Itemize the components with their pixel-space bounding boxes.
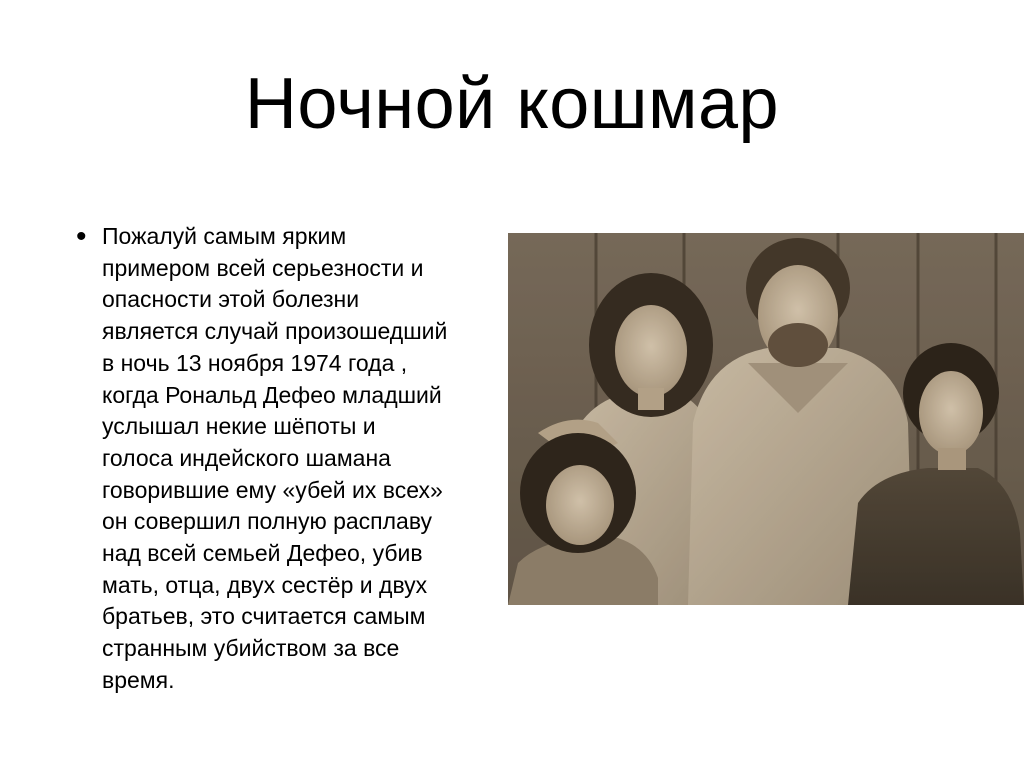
bullet-text [102, 221, 447, 697]
bullet-dot-icon: • [76, 220, 87, 253]
text-line: является случай произошедший [102, 318, 448, 345]
text-line: опасности этой болезни [102, 286, 360, 313]
text-line: странным убийством за все [102, 635, 400, 662]
text-line: примером всей серьезности и [102, 254, 424, 281]
text-line: над всей семьей Дефео, убив [102, 540, 423, 567]
bullet-list [76, 221, 496, 697]
text-line: голоса индейского шамана [102, 444, 391, 471]
text-line: он совершил полную расплаву [102, 508, 433, 535]
text-line: братьев, это считается самым [102, 603, 426, 630]
family-photo [508, 233, 1024, 605]
text-line: время. [102, 666, 175, 693]
text-line: мать, отца, двух сестёр и двух [102, 571, 428, 598]
text-line: услышал некие шёпоты и [102, 413, 376, 440]
slide-title: Ночной кошмар [244, 64, 780, 144]
text-line: говорившие ему «убей их всех» [102, 476, 443, 503]
bullet-item [76, 221, 496, 697]
text-line: Пожалуй самым ярким [102, 223, 347, 249]
text-line: когда Рональд Дефео младший [102, 381, 442, 408]
text-line: в ночь 13 ноября 1974 года , [102, 349, 408, 376]
